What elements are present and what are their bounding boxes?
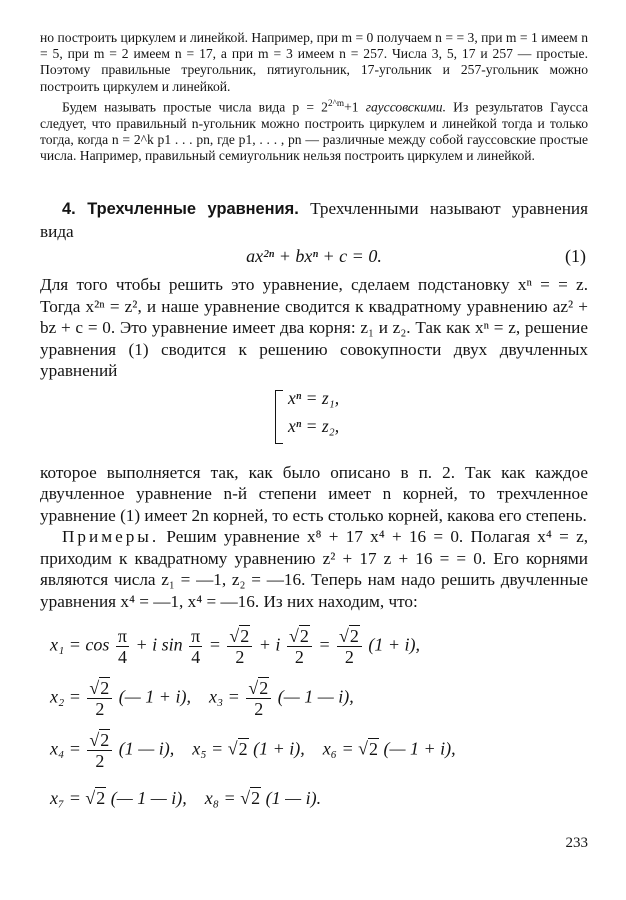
- x1-lhs: x₁ = cos: [50, 634, 110, 655]
- x5-lhs: x₅ =: [192, 738, 224, 759]
- system-bracket: [275, 390, 283, 444]
- roots-block: [40, 626, 588, 828]
- x2-lhs: x₂ =: [50, 686, 81, 707]
- section-intro: Трехчленными называют уравнения вида: [40, 199, 589, 241]
- sqrt2-over-2-c: $\frac{√2}{2}$: [337, 626, 362, 667]
- examples-label: Примеры.: [62, 527, 160, 547]
- sqrt2-over-2-a: $\frac{√2}{2}$: [227, 626, 252, 667]
- system-row-2: xⁿ = z₂,: [288, 415, 340, 436]
- plus-i-sin: + i sin: [135, 634, 183, 655]
- examples-text: Решим уравнение x⁸ + 17 x⁴ + 16 = 0. Полагая x⁴ = z, приходим к квадратному уравнению z² + 17 z + 16 = = 0. Его корнями являются числа z₁ = —1, z₂ = —16. Теперь нам надо решить двучленные уравнения x⁴ = —1, x⁴ = —16. Из них находим, что:: [40, 527, 588, 611]
- pi-over-4-a: $\frac{\pi}{4}$: [117, 626, 127, 668]
- sqrt2-over-2-x3: $\frac{√2}{2}$: [246, 678, 271, 719]
- gauss-def-start: Будем называть простые числа вида p = 2: [62, 99, 328, 115]
- trinomial-section: [40, 198, 588, 612]
- gauss-def-rest: Из результатов Гаусса следует, что правильный n-угольник можно построить циркулем и линейкой тогда и только тогда, когда n = 2^k p1 . . . pn, где p1, . . . , pn — различные между собой гауссовские простые числа. Например, правильный семиугольник нельзя построить циркулем и линейкой.: [40, 99, 589, 163]
- pi-over-4-b: $\frac{\pi}{4}$: [191, 626, 201, 668]
- paragraph-gauss-definition: [40, 95, 588, 164]
- page-content: [40, 30, 588, 828]
- paragraph-after-system: которое выполняется так, как было описано в п. 2. Так как каждое двучленное уравнение n-й степени имеет n корней, то трехчленное уравнение (1) имеет 2n корней, то есть столько корней, какова его степень.: [40, 462, 588, 525]
- x4-lhs: x₄ =: [50, 738, 81, 759]
- equation-system: [40, 388, 588, 452]
- equation-1: [40, 242, 588, 274]
- paragraph-substitution: Для того чтобы решить это уравнение, сделаем подстановку xⁿ = = z. Тогда x²ⁿ = z², и наше уравнение сводится к квадратному уравнению az² + bz + c = 0. Это уравнение имеет два корня: z₁ и z₂. Так как xⁿ = z, решение уравнения (1) сводится к решению совокупности двух двучленных уравнений: [40, 275, 588, 381]
- paragraph-examples: [40, 526, 588, 612]
- root-x1: x₁ = cos $\frac{\pi}{4}$ + i sin $\frac{\pi}{4}$ = $\frac{√2}{2}$ + i $\frac{√2}{2}$ = $\frac{√2}{2}$ (1 + i),: [50, 626, 421, 668]
- sqrt2-x6: √2: [358, 738, 379, 759]
- equation-1-number: (1): [565, 246, 586, 267]
- root-x4-x5-x6: x₄ = $\frac{√2}{2}$ (1 — i), x₅ = √2 (1 + i), x₆ = √2 (— 1 + i),: [50, 730, 456, 772]
- gauss-term: гауссовскими.: [365, 99, 446, 115]
- equation-1-body: ax²ⁿ + bxⁿ + c = 0.: [246, 246, 382, 267]
- sqrt2-x5: √2: [227, 738, 248, 759]
- sqrt2-over-2-x2: $\frac{√2}{2}$: [87, 678, 112, 719]
- gauss-plus-one: +1: [344, 99, 359, 115]
- sqrt2-x8: √2: [240, 788, 261, 809]
- section-heading-line: [40, 198, 588, 242]
- x8-lhs: x₈ =: [204, 788, 236, 809]
- x3-lhs: x₃ =: [208, 686, 240, 707]
- x7-lhs: x₇ =: [50, 788, 81, 809]
- sqrt2-x7: √2: [85, 788, 106, 809]
- x6-lhs: x₆ =: [322, 738, 354, 759]
- sqrt2-over-2-x4: $\frac{√2}{2}$: [87, 730, 112, 771]
- gauss-exponent: 2^m: [327, 97, 345, 108]
- root-x7-x8: x₇ = √2 (— 1 — i), x₈ = √2 (1 — i).: [50, 788, 322, 809]
- sqrt2-over-2-b: $\frac{√2}{2}$: [287, 626, 312, 667]
- page-number: 233: [565, 835, 588, 851]
- paragraph-gauss-construct: но построить циркулем и линейкой. Например, при m = 0 получаем n = = 3, при m = 1 имеем n = 5, при m = 2 имеем n = 17, а при m = 3 имеем n = 257. Числа 3, 5, 17 и 257 — простые. Поэтому правильные треугольник, пятиугольник, 17-угольник и 257-угольник можно построить циркулем и линейкой.: [40, 30, 588, 94]
- system-row-1: xⁿ = z₁,: [288, 387, 340, 408]
- gauss-section: [40, 30, 588, 164]
- section-heading: 4. Трехчленные уравнения.: [62, 200, 299, 219]
- root-x2-x3: x₂ = $\frac{√2}{2}$ (— 1 + i), x₃ = $\frac{√2}{2}$ (— 1 — i),: [50, 678, 354, 720]
